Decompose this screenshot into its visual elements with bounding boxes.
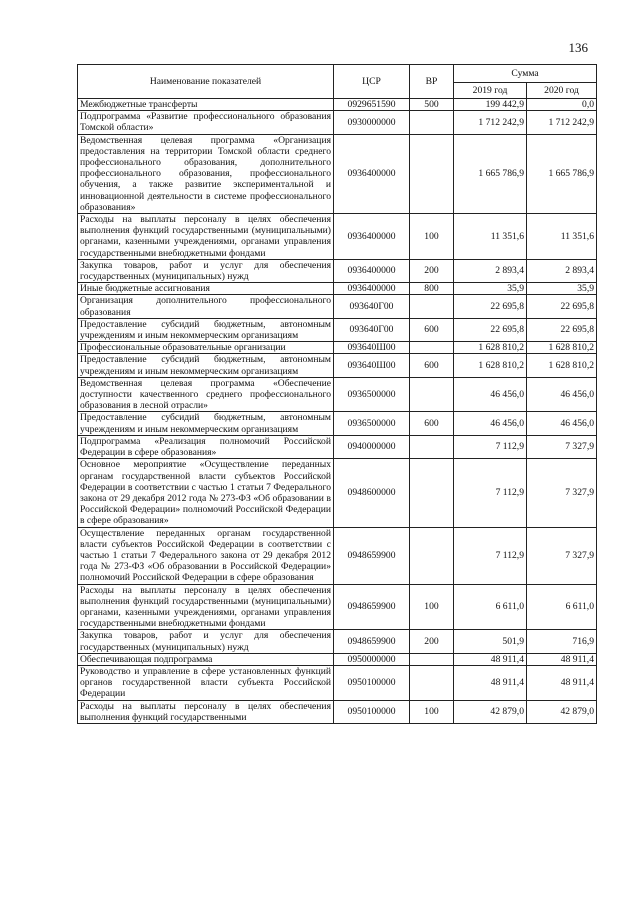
row-vr: 100 [410, 700, 454, 723]
row-code: 0929651590 [334, 99, 410, 111]
row-vr [410, 111, 454, 134]
row-value-2019: 35,9 [454, 283, 527, 295]
header-year-2020: 2020 год [527, 83, 597, 99]
row-vr [410, 377, 454, 412]
row-vr [410, 342, 454, 354]
table-row [78, 283, 597, 295]
row-code: 093640Г00 [334, 318, 410, 341]
table-row [78, 259, 597, 282]
row-value-2020: 48 911,4 [527, 653, 597, 665]
row-name: Иные бюджетные ассигнования [78, 283, 334, 295]
row-name: Осуществление переданных органам государственной власти субъектов Российской Федерации в соответствии с частью 1 статьи 7 Федерального закона от 29 декабря 2012 года № 273-ФЗ «Об образовании в Российской Федерации» полномочий Российской Федерации в сфере образования [78, 527, 334, 584]
row-code: 0948659900 [334, 584, 410, 630]
table-row [78, 653, 597, 665]
header-sum: Сумма [454, 65, 597, 83]
row-value-2020: 2 893,4 [527, 259, 597, 282]
row-value-2020: 0,0 [527, 99, 597, 111]
row-name: Подпрограмма «Развитие профессионального образования Томской области» [78, 111, 334, 134]
row-name: Расходы на выплаты персоналу в целях обеспечения выполнения функций государственными [78, 700, 334, 723]
row-value-2019: 11 351,6 [454, 214, 527, 260]
row-value-2020: 11 351,6 [527, 214, 597, 260]
row-value-2019: 46 456,0 [454, 412, 527, 435]
table-row [78, 111, 597, 134]
row-value-2019: 42 879,0 [454, 700, 527, 723]
row-value-2020: 7 327,9 [527, 435, 597, 458]
row-value-2020: 7 327,9 [527, 459, 597, 527]
row-name: Ведомственная целевая программа «Организация предоставления на территории Томской области среднего профессионального образования, дополнительного профессионального образования, профессионального обучения, а также развитие экспериментальной и инновационной деятельности в системе профессионального образования» [78, 134, 334, 213]
row-code: 0950000000 [334, 653, 410, 665]
row-value-2020: 716,9 [527, 630, 597, 653]
table-row [78, 630, 597, 653]
row-vr: 100 [410, 214, 454, 260]
row-name: Расходы на выплаты персоналу в целях обеспечения выполнения функций государственными (муниципальными) органами, казенными учреждениями, органами управления государственными внебюджетными фондами [78, 214, 334, 260]
table-row [78, 527, 597, 584]
row-vr: 200 [410, 630, 454, 653]
row-code: 093640Ш00 [334, 342, 410, 354]
row-vr [410, 435, 454, 458]
row-vr: 200 [410, 259, 454, 282]
row-value-2019: 1 665 786,9 [454, 134, 527, 213]
row-name: Предоставление субсидий бюджетным, автономным учреждениям и иным некоммерческим организациям [78, 354, 334, 377]
row-code: 0948600000 [334, 459, 410, 527]
table-row [78, 318, 597, 341]
row-value-2019: 1 712 242,9 [454, 111, 527, 134]
row-code: 0948659900 [334, 527, 410, 584]
row-name: Подпрограмма «Реализация полномочий Российской Федерации в сфере образования» [78, 435, 334, 458]
row-vr: 600 [410, 318, 454, 341]
row-name: Расходы на выплаты персоналу в целях обеспечения выполнения функций государственными (муниципальными) органами, казенными учреждениями, органами управления государственными внебюджетными фондами [78, 584, 334, 630]
row-value-2019: 48 911,4 [454, 653, 527, 665]
row-value-2020: 48 911,4 [527, 665, 597, 700]
row-code: 0936500000 [334, 412, 410, 435]
budget-table [77, 64, 597, 724]
row-code: 0940000000 [334, 435, 410, 458]
row-vr [410, 653, 454, 665]
header-vr: ВР [410, 65, 454, 99]
row-code: 0950100000 [334, 700, 410, 723]
row-value-2020: 46 456,0 [527, 377, 597, 412]
row-name: Обеспечивающая подпрограмма [78, 653, 334, 665]
row-vr: 500 [410, 99, 454, 111]
row-name: Организация дополнительного профессионального образования [78, 295, 334, 318]
row-value-2019: 48 911,4 [454, 665, 527, 700]
row-code: 0936400000 [334, 259, 410, 282]
page-number: 136 [568, 40, 588, 55]
row-value-2019: 6 611,0 [454, 584, 527, 630]
row-value-2019: 1 628 810,2 [454, 354, 527, 377]
header-year-2019: 2019 год [454, 83, 527, 99]
table-body [78, 99, 597, 724]
row-value-2020: 35,9 [527, 283, 597, 295]
row-code: 0950100000 [334, 665, 410, 700]
row-value-2019: 1 628 810,2 [454, 342, 527, 354]
row-vr [410, 134, 454, 213]
row-vr: 600 [410, 354, 454, 377]
row-value-2020: 6 611,0 [527, 584, 597, 630]
row-value-2019: 7 112,9 [454, 459, 527, 527]
row-code: 0936500000 [334, 377, 410, 412]
table-header [78, 65, 597, 99]
row-value-2020: 42 879,0 [527, 700, 597, 723]
row-value-2020: 1 712 242,9 [527, 111, 597, 134]
row-value-2019: 22 695,8 [454, 295, 527, 318]
row-code: 093640Г00 [334, 295, 410, 318]
row-code: 0948659900 [334, 630, 410, 653]
row-vr [410, 295, 454, 318]
row-value-2019: 7 112,9 [454, 435, 527, 458]
row-value-2020: 1 665 786,9 [527, 134, 597, 213]
row-value-2019: 2 893,4 [454, 259, 527, 282]
table-row [78, 435, 597, 458]
row-value-2020: 22 695,8 [527, 318, 597, 341]
row-code: 0936400000 [334, 214, 410, 260]
row-value-2020: 1 628 810,2 [527, 342, 597, 354]
table-row [78, 342, 597, 354]
row-name: Предоставление субсидий бюджетным, автономным учреждениям и иным некоммерческим организациям [78, 318, 334, 341]
row-code: 093640Ш00 [334, 354, 410, 377]
row-code: 0930000000 [334, 111, 410, 134]
row-value-2019: 7 112,9 [454, 527, 527, 584]
row-vr: 800 [410, 283, 454, 295]
row-name: Закупка товаров, работ и услуг для обеспечения государственных (муниципальных) нужд [78, 259, 334, 282]
row-name: Ведомственная целевая программа «Обеспечение доступности качественного среднего профессионального образования в лесной отрасли» [78, 377, 334, 412]
table-row [78, 214, 597, 260]
table-row [78, 412, 597, 435]
row-code: 0936400000 [334, 134, 410, 213]
row-value-2019: 501,9 [454, 630, 527, 653]
row-name: Межбюджетные трансферты [78, 99, 334, 111]
table-row [78, 584, 597, 630]
table-row [78, 459, 597, 527]
header-code: ЦСР [334, 65, 410, 99]
row-value-2020: 22 695,8 [527, 295, 597, 318]
row-name: Основное мероприятие «Осуществление переданных органам государственной власти субъектов Российской Федерации в соответствии с частью 1 статьи 7 Федерального закона от 29 декабря 2012 года № 273-ФЗ «Об образовании в Российской Федерации» полномочий Российской Федерации в сфере образования» [78, 459, 334, 527]
row-value-2020: 1 628 810,2 [527, 354, 597, 377]
header-name: Наименование показателей [78, 65, 334, 99]
row-value-2019: 46 456,0 [454, 377, 527, 412]
table-row [78, 700, 597, 723]
row-code: 0936400000 [334, 283, 410, 295]
table-row [78, 377, 597, 412]
row-vr [410, 459, 454, 527]
row-value-2020: 46 456,0 [527, 412, 597, 435]
table-row [78, 354, 597, 377]
table-row [78, 134, 597, 213]
row-vr [410, 665, 454, 700]
row-name: Предоставление субсидий бюджетным, автономным учреждениям и иным некоммерческим организациям [78, 412, 334, 435]
row-name: Закупка товаров, работ и услуг для обеспечения государственных (муниципальных) нужд [78, 630, 334, 653]
table-row [78, 295, 597, 318]
row-name: Профессиональные образовательные организации [78, 342, 334, 354]
row-value-2020: 7 327,9 [527, 527, 597, 584]
row-value-2019: 199 442,9 [454, 99, 527, 111]
row-value-2019: 22 695,8 [454, 318, 527, 341]
row-vr [410, 527, 454, 584]
table-row [78, 99, 597, 111]
table-row [78, 665, 597, 700]
row-name: Руководство и управление в сфере установленных функций органов государственной власти субъекта Российской Федерации [78, 665, 334, 700]
row-vr: 600 [410, 412, 454, 435]
row-vr: 100 [410, 584, 454, 630]
